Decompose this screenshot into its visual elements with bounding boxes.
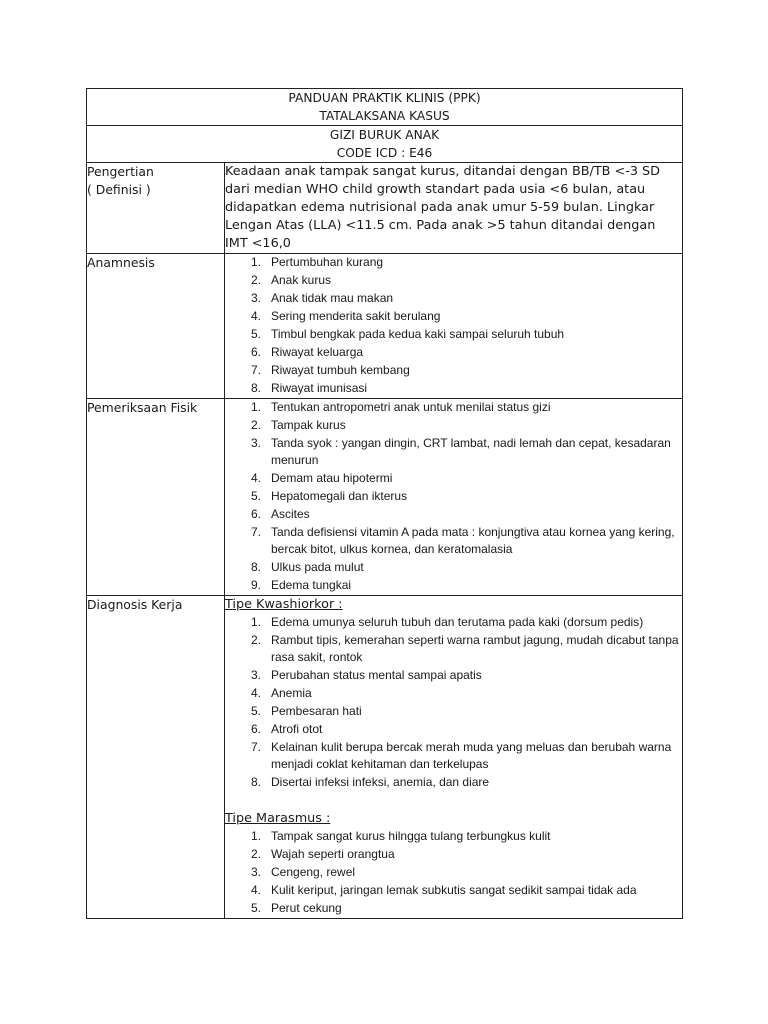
- list-item-text: Kulit keriput, jaringan lemak subkutis sangat sedikit sampai tidak ada: [271, 883, 637, 897]
- list-item-number: 1.: [250, 829, 261, 843]
- list-item-number: 5.: [250, 901, 261, 915]
- list-item: [225, 272, 682, 289]
- list-item-number: 5.: [250, 489, 261, 503]
- kwashiorkor-list: [225, 614, 682, 791]
- row-pemeriksaan-fisik: [87, 399, 683, 596]
- list-item: [225, 632, 682, 666]
- label-cell-diagnosis-kerja: Diagnosis Kerja: [87, 596, 225, 919]
- list-item-text: Timbul bengkak pada kedua kaki sampai seluruh tubuh: [271, 327, 565, 341]
- list-item-text: Demam atau hipotermi: [271, 471, 393, 485]
- list-item: [225, 721, 682, 738]
- content-cell-pemeriksaan-fisik: [225, 399, 683, 596]
- list-item-text: Edema umunya seluruh tubuh dan terutama pada kaki (dorsum pedis): [271, 615, 644, 629]
- header-topic-cell: [87, 126, 683, 163]
- row-pengertian: [87, 163, 683, 254]
- list-item: [225, 362, 682, 379]
- list-item-text: Tampak sangat kurus hilngga tulang terbungkus kulit: [271, 829, 551, 843]
- list-item-text: Ulkus pada mulut: [271, 560, 364, 574]
- header-subtitle: TATALAKSANA KASUS: [319, 109, 450, 123]
- list-item-text: Pertumbuhan kurang: [271, 255, 384, 269]
- list-item-text: Disertai infeksi infeksi, anemia, dan diare: [271, 775, 490, 789]
- list-item: [225, 614, 682, 631]
- list-item-number: 3.: [250, 865, 261, 879]
- section-spacer: [225, 792, 682, 810]
- pemeriksaan-list: [225, 399, 682, 594]
- list-item-text: Pembesaran hati: [271, 704, 362, 718]
- list-item: [225, 524, 682, 558]
- list-item-text: Riwayat imunisasi: [271, 381, 368, 395]
- list-item-text: Edema tungkai: [271, 578, 352, 592]
- list-item-text: Riwayat keluarga: [271, 345, 364, 359]
- label-pengertian: Pengertian: [87, 164, 154, 179]
- list-item-text: Kelainan kulit berupa bercak merah muda yang meluas dan berubah warna menjadi coklat kehitaman dan terkelupas: [271, 740, 672, 771]
- list-item-text: Anemia: [271, 686, 312, 700]
- list-item-number: 2.: [250, 418, 261, 432]
- list-item-text: Anak tidak mau makan: [271, 291, 394, 305]
- list-item: [225, 308, 682, 325]
- list-item: [225, 739, 682, 773]
- list-item-number: 3.: [250, 436, 261, 450]
- list-item-number: 4.: [250, 471, 261, 485]
- list-item-number: 2.: [250, 847, 261, 861]
- list-item: [225, 326, 682, 343]
- list-item-number: 6.: [250, 345, 261, 359]
- marasmus-heading: Tipe Marasmus :: [225, 811, 331, 826]
- list-item: [225, 399, 682, 416]
- list-item-number: 5.: [250, 704, 261, 718]
- list-item: [225, 488, 682, 505]
- list-item: [225, 703, 682, 720]
- list-item-text: Cengeng, rewel: [271, 865, 356, 879]
- list-item: [225, 774, 682, 791]
- list-item-text: Hepatomegali dan ikterus: [271, 489, 408, 503]
- list-item-text: Perubahan status mental sampai apatis: [271, 668, 482, 682]
- ppk-table: [86, 88, 683, 919]
- list-item-number: 4.: [250, 309, 261, 323]
- list-item: [225, 417, 682, 434]
- list-item: [225, 559, 682, 576]
- anamnesis-list: [225, 254, 682, 397]
- list-item: [225, 470, 682, 487]
- row-anamnesis: [87, 254, 683, 399]
- list-item-text: Perut cekung: [271, 901, 342, 915]
- list-item-number: 7.: [250, 363, 261, 377]
- list-item-text: Riwayat tumbuh kembang: [271, 363, 410, 377]
- list-item-text: Tentukan antropometri anak untuk menilai status gizi: [271, 400, 551, 414]
- definition-text: Keadaan anak tampak sangat kurus, ditandai dengan BB/TB <-3 SD dari median WHO child growth standart pada usia <6 bulan, atau didapatkan edema nutrisional pada anak umur 5-59 bulan. Lingkar Lengan Atas (LLA) <11.5 cm. Pada anak >5 tahun ditandai dengan IMT <16,0: [225, 164, 661, 251]
- list-item: [225, 380, 682, 397]
- list-item: [225, 846, 682, 863]
- list-item: [225, 882, 682, 899]
- header-icd-code: CODE ICD : E46: [336, 146, 433, 160]
- list-item-number: 6.: [250, 722, 261, 736]
- header-row-2: [87, 126, 683, 163]
- marasmus-list: [225, 828, 682, 917]
- content-cell-pengertian: [225, 163, 683, 254]
- list-item-text: Anak kurus: [271, 273, 332, 287]
- list-item-number: 5.: [250, 327, 261, 341]
- label-definisi: ( Definisi ): [87, 182, 151, 197]
- header-title: PANDUAN PRAKTIK KLINIS (PPK): [288, 91, 481, 105]
- list-item: [225, 577, 682, 594]
- list-item-text: Tampak kurus: [271, 418, 346, 432]
- list-item-text: Tanda defisiensi vitamin A pada mata : konjungtiva atau kornea yang kering, bercak bitot, ulkus kornea, dan keratomalasia: [271, 525, 675, 556]
- list-item-number: 2.: [250, 273, 261, 287]
- list-item: [225, 435, 682, 469]
- list-item-number: 8.: [250, 381, 261, 395]
- list-item-number: 4.: [250, 686, 261, 700]
- list-item-number: 7.: [250, 740, 261, 754]
- list-item-number: 1.: [250, 615, 261, 629]
- list-item-text: Tanda syok : yangan dingin, CRT lambat, nadi lemah dan cepat, kesadaran menurun: [271, 436, 671, 467]
- row-diagnosis-kerja: [87, 596, 683, 919]
- header-row-1: [87, 89, 683, 126]
- list-item-number: 4.: [250, 883, 261, 897]
- list-item: [225, 828, 682, 845]
- list-item: [225, 506, 682, 523]
- list-item-text: Ascites: [271, 507, 310, 521]
- header-topic: GIZI BURUK ANAK: [329, 128, 440, 142]
- list-item: [225, 900, 682, 917]
- list-item-number: 7.: [250, 525, 261, 539]
- kwashiorkor-heading: Tipe Kwashiorkor :: [225, 597, 343, 612]
- list-item-number: 6.: [250, 507, 261, 521]
- list-item-number: 3.: [250, 668, 261, 682]
- list-item-text: Wajah seperti orangtua: [271, 847, 395, 861]
- content-cell-diagnosis-kerja: [225, 596, 683, 919]
- list-item: [225, 254, 682, 271]
- label-cell-anamnesis: Anamnesis: [87, 254, 225, 399]
- content-cell-anamnesis: [225, 254, 683, 399]
- label-cell-pengertian: [87, 163, 225, 254]
- list-item-number: 2.: [250, 633, 261, 647]
- list-item-text: Rambut tipis, kemerahan seperti warna rambut jagung, mudah dicabut tanpa rasa sakit, rontok: [271, 633, 679, 664]
- list-item-number: 9.: [250, 578, 261, 592]
- list-item: [225, 344, 682, 361]
- list-item: [225, 685, 682, 702]
- list-item-number: 3.: [250, 291, 261, 305]
- list-item-number: 8.: [250, 775, 261, 789]
- list-item: [225, 864, 682, 881]
- list-item: [225, 667, 682, 684]
- label-cell-pemeriksaan-fisik: Pemeriksaan Fisik: [87, 399, 225, 596]
- list-item-number: 1.: [250, 400, 261, 414]
- header-title-cell: [87, 89, 683, 126]
- list-item-text: Sering menderita sakit berulang: [271, 309, 441, 323]
- list-item-text: Atrofi otot: [271, 722, 323, 736]
- list-item-number: 1.: [250, 255, 261, 269]
- list-item-number: 8.: [250, 560, 261, 574]
- list-item: [225, 290, 682, 307]
